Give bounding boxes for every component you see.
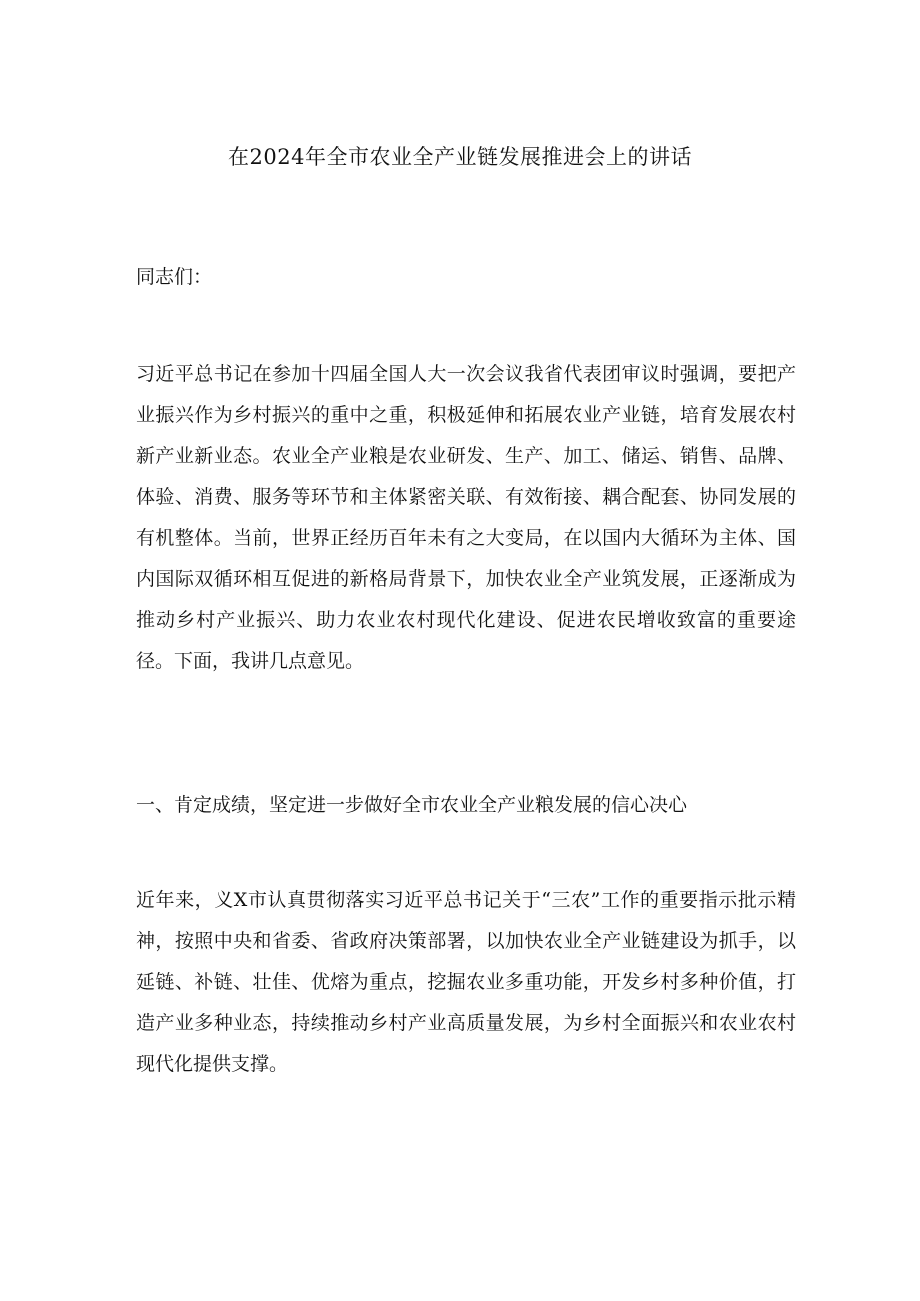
body-paragraph-achievements: 近年来，义X市认真贯彻落实习近平总书记关于“三农”工作的重要指示批示精神，按照中央和省委、省政府决策部署，以加快农业全产业链建设为抓手，以延链、补链、壮佳、优熔为重点，挖掘农业多重功能，开发乡村多种价值，打造产业多种业态，持续推动乡村产业高质量发展，为乡村全面振兴和农业农村现代化提供支撑。 [136, 889, 796, 1075]
body-paragraph-intro: 习近平总书记在参加十四届全国人大一次会议我省代表团审议时强调，要把产业振兴作为乡村振兴的重中之重，积极延伸和拓展农业产业链，培育发展农村新产业新业态。农业全产业粮是农业研发、生产、加工、储运、销售、品牌、体验、消费、服务等环节和主体紧密关联、有效衔接、耦合配套、协同发展的有机整体。当前，世界正经历百年未有之大变局，在以国内大循环为主体、国内国际双循环相互促进的新格局背景下，加快农业全产业筑发展，正逐渐成为推动乡村产业振兴、助力农业农村现代化建设、促进农民增收致富的重要途径。下面，我讲几点意见。 [136, 363, 796, 672]
section-heading-1: 一、肯定成绩，坚定进一步做好全市农业全产业粮发展的信心决心 [136, 794, 688, 816]
document-title: 在2024年全市农业全产业链发展推进会上的讲话 [228, 145, 692, 169]
salutation: 同志们： [136, 266, 213, 288]
